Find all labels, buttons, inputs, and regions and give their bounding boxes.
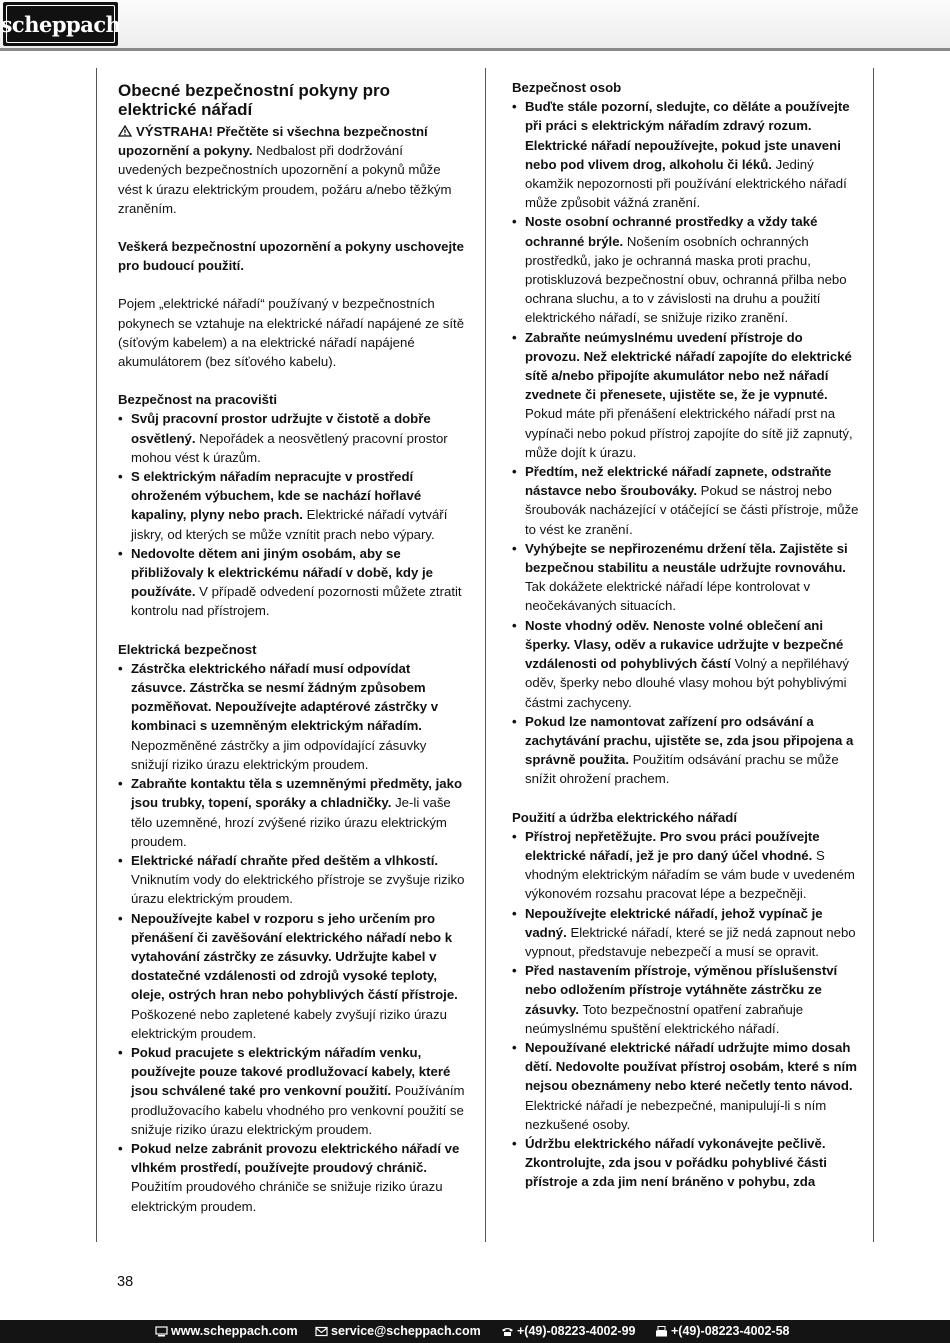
list-item: • Buďte stále pozorní, sledujte, co děláte a používejte při práci s elektrickým nářadím zdravý rozum. Elektrické nářadí nepoužívejte, pokud jste unaveni nebo pod vlivem drog, alkoholu či léků. Jediný okamžik nepozornosti při používání elektrického nářadí může způsobit vážná zranění.: [512, 97, 860, 212]
right-column: [512, 78, 860, 1192]
list-item: • Nepoužívejte kabel v rozporu s jeho určením pro přenášení či zavěšování elektrického nářadí nebo k vytahování zástrčky ze zásuvky. Udržujte kabel v dostatečné vzdálenosti od zdrojů vysoké teploty, oleje, ostrých hran nebo pohyblivých částí přístroje. Poškozené nebo zapletené kabely zvyšují riziko úrazu elektrickým proudem.: [118, 909, 466, 1043]
electrical-safety-list: [118, 659, 466, 1216]
list-item: • Nepoužívané elektrické nářadí udržujte mimo dosah dětí. Nedovolte používat přístroj osobám, které s ním nejsou obeznámeny nebo které nečetly tento návod. Elektrické nářadí je nebezpečné, manipulují-li s ním nezkušené osoby.: [512, 1038, 860, 1134]
list-item: • Zabraňte kontaktu těla s uzemněnými předměty, jako jsou trubky, topení, sporáky a chladničky. Je-li vaše tělo uzemněné, hrozí zvýšené riziko úrazu elektrickým proudem.: [118, 774, 466, 851]
footer-fax[interactable]: +(49)-08223-4002-58: [655, 1324, 790, 1338]
workplace-safety-heading: Bezpečnost na pracovišti: [118, 392, 278, 408]
list-item: • Předtím, než elektrické nářadí zapnete, odstraňte nástavce nebo šroubováky. Pokud se nástroj nebo šroubovák nacházející v otáčející se části přístroje, může to vést ke zranění.: [512, 462, 860, 539]
page-footer: [0, 1320, 950, 1343]
warning-strong: VÝSTRAHA! Přečtěte si všechna bezpečnostní upozornění a pokyny.: [118, 124, 428, 159]
list-item: • Nepoužívejte elektrické nářadí, jehož vypínač je vadný. Elektrické nářadí, které se již nedá zapnout nebo vypnout, představuje nebezpečí a musí se opravit.: [512, 904, 860, 962]
scheppach-logo: scheppach: [3, 2, 118, 46]
page-number: 38: [117, 1274, 134, 1290]
personal-safety-heading: Bezpečnost osob: [512, 80, 622, 95]
warning-text: Nedbalost při dodržování uvedených bezpečnostních upozornění a pokynů může vést k úrazu elektrickým proudem, požáru a/nebo těžkým zraněním.: [118, 143, 452, 216]
header-divider: [0, 48, 950, 51]
section-title: Obecné bezpečnostní pokyny pro elektrické nářadí: [118, 81, 391, 119]
keep-instructions-note: Veškerá bezpečnostní upozornění a pokyny uschovejte pro budoucí použití.: [118, 239, 464, 274]
list-item: • Noste vhodný oděv. Nenoste volné oblečení ani šperky. Vlasy, oděv a rukavice udržujte v bezpečné vzdálenosti od pohyblivých částí Volný a nepřiléhavý oděv, šperky nebo dlouhé vlasy mohou být pohyblivými částmi zachyceny.: [512, 616, 860, 712]
personal-safety-list: [512, 97, 860, 788]
list-item: • Zástrčka elektrického nářadí musí odpovídat zásuvce. Zástrčka se nesmí žádným způsobem pozměňovat. Nepoužívejte adaptérové zástrčky v kombinaci s uzemněným elektrickým nářadím. Nepozměněné zástrčky a jim odpovídající zásuvky snižují riziko úrazu elektrickým proudem.: [118, 659, 466, 774]
fax-icon: [655, 1326, 668, 1337]
list-item: • Pokud lze namontovat zařízení pro odsávání a zachytávání prachu, ujistěte se, zda jsou připojena a správně použita. Použitím odsávání prachu se může snížit ohrožení prachem.: [512, 712, 860, 789]
computer-icon: [155, 1326, 168, 1337]
workplace-safety-list: [118, 409, 466, 620]
warning-paragraph: [118, 122, 466, 218]
footer-phone[interactable]: +(49)-08223-4002-99: [501, 1324, 636, 1338]
list-item: • Zabraňte neúmyslnému uvedení přístroje do provozu. Než elektrické nářadí zapojíte do elektrické sítě a/nebo připojíte akumulátor nebo než nářadí zvednete či přenesete, ujistěte se, že je vypnuté. Pokud máte při přenášení elektrického nářadí prst na vypínači nebo pokud přístroj zapojíte do sítě již zapnutý, může dojít k úrazu.: [512, 328, 860, 462]
phone-icon: [501, 1326, 514, 1337]
footer-email[interactable]: service@scheppach.com: [315, 1324, 481, 1338]
left-column: [118, 78, 466, 1216]
left-margin-rule: [96, 68, 97, 1242]
tool-use-care-heading: Použití a údržba elektrického nářadí: [512, 809, 737, 825]
warning-triangle-icon: [118, 125, 132, 137]
list-item: • Elektrické nářadí chraňte před deštěm a vlhkostí. Vniknutím vody do elektrického přístroje se zvyšuje riziko úrazu elektrickým proudem.: [118, 851, 466, 909]
list-item: • Před nastavením přístroje, výměnou příslušenství nebo odložením přístroje vytáhněte zástrčku ze zásuvky. Toto bezpečnostní opatření zabraňuje neúmyslnému spuštění elektrického nářadí.: [512, 961, 860, 1038]
mail-icon: [315, 1326, 328, 1337]
page-header: [0, 0, 950, 48]
list-item: • Přístroj nepřetěžujte. Pro svou práci používejte elektrické nářadí, jež je pro daný účel vhodné. S vhodným elektrickým nářadím se vám bude v uvedeném výkonovém rozsahu pracovat lépe a bezpečněji.: [512, 827, 860, 904]
list-item: • Noste osobní ochranné prostředky a vždy také ochranné brýle. Nošením osobních ochranných prostředků, jako je ochranná maska proti prachu, protiskluzová bezpečnostní obuv, ochranná přilba nebo ochrana sluchu, a to v závislosti na druhu a použití elektrického nářadí, se snižuje riziko zranění.: [512, 212, 860, 327]
column-divider: [485, 68, 486, 1242]
list-item: • Vyhýbejte se nepřirozenému držení těla. Zajistěte si bezpečnou stabilitu a neustále udržujte rovnováhu. Tak dokážete elektrické nářadí lépe kontrolovat v neočekávaných situacích.: [512, 539, 860, 616]
list-item: • Pokud nelze zabránit provozu elektrického nářadí ve vlhkém prostředí, používejte proudový chránič. Použitím proudového chrániče se snižuje riziko úrazu elektrickým proudem.: [118, 1139, 466, 1216]
list-item: • Nedovolte dětem ani jiným osobám, aby se přibližovaly k elektrickému nářadí v době, kdy je používáte. V případě odvedení pozornosti můžete ztratit kontrolu nad přístrojem.: [118, 544, 466, 621]
list-item: • S elektrickým nářadím nepracujte v prostředí ohroženém výbuchem, kde se nachází hořlavé kapaliny, plyny nebo prach. Elektrické nářadí vytváří jiskry, od kterých se může vznítit prach nebo výpary.: [118, 467, 466, 544]
definition-paragraph: Pojem „elektrické nářadí“ používaný v bezpečnostních pokynech se vztahuje na elektrické nářadí napájené ze sítě (síťovým kabelem) a na elektrické nářadí napájené akumulátorem (bez síťového kabelu).: [118, 296, 465, 370]
footer-website[interactable]: www.scheppach.com: [155, 1324, 298, 1338]
list-item: • Údržbu elektrického nářadí vykonávejte pečlivě. Zkontrolujte, zda jsou v pořádku pohyblivé části přístroje a zda jim není bráněno v pohybu, zda: [512, 1134, 860, 1192]
tool-use-care-list: [512, 827, 860, 1192]
list-item: • Pokud pracujete s elektrickým nářadím venku, používejte pouze takové prodlužovací kabely, které jsou schválené také pro venkovní použití. Používáním prodlužovacího kabelu vhodného pro venkovní použití se snižuje riziko úrazu elektrickým proudem.: [118, 1043, 466, 1139]
electrical-safety-heading: Elektrická bezpečnost: [118, 641, 257, 657]
list-item: • Svůj pracovní prostor udržujte v čistotě a dobře osvětlený. Nepořádek a neosvětlený pracovní prostor mohou vést k úrazům.: [118, 409, 466, 467]
right-margin-rule: [873, 68, 874, 1242]
